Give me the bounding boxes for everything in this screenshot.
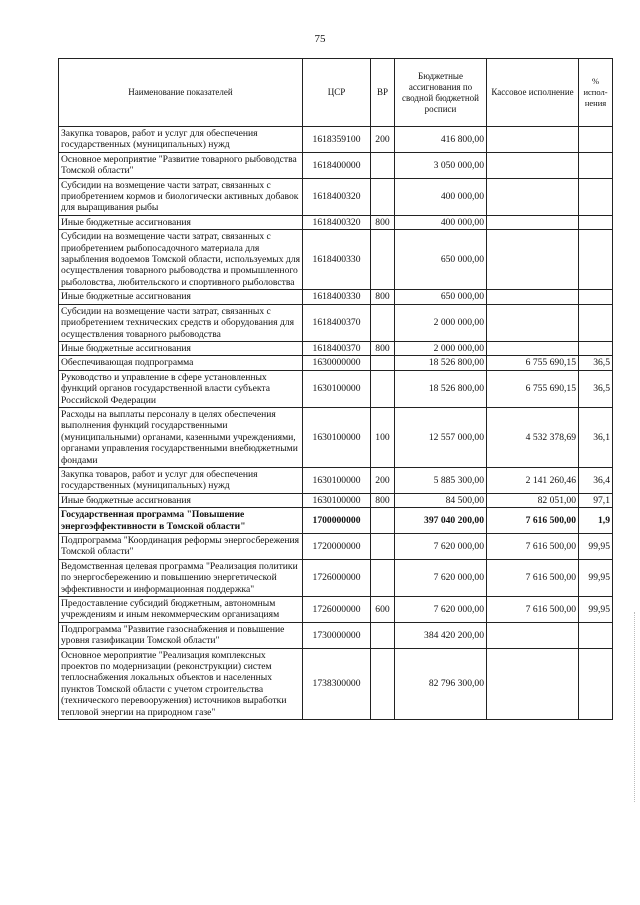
row-pct-cell: 36,5 (579, 356, 613, 370)
row-budget-cell: 7 620 000,00 (395, 534, 487, 560)
row-cash-cell (487, 152, 579, 178)
row-pct-cell (579, 622, 613, 648)
row-pct-cell: 36,5 (579, 370, 613, 407)
row-csr-cell: 1618400370 (303, 341, 371, 355)
row-pct-cell (579, 152, 613, 178)
row-cash-cell (487, 622, 579, 648)
table-header-row (59, 59, 613, 127)
row-cash-cell: 7 616 500,00 (487, 559, 579, 596)
row-budget-cell: 82 796 300,00 (395, 648, 487, 719)
header-budget: Бюджетные ассигнования по сводной бюджетной росписи (395, 59, 487, 127)
row-csr-cell: 1720000000 (303, 534, 371, 560)
row-vr-cell (371, 508, 395, 534)
row-cash-cell (487, 648, 579, 719)
row-pct-cell (579, 304, 613, 341)
row-name-cell: Основное мероприятие "Развитие товарного рыбоводства Томской области" (59, 152, 303, 178)
row-cash-cell (487, 304, 579, 341)
row-pct-cell: 99,95 (579, 597, 613, 623)
row-csr-cell: 1630100000 (303, 467, 371, 493)
table-row (59, 178, 613, 215)
table-row (59, 370, 613, 407)
row-vr-cell: 200 (371, 127, 395, 153)
margin-scan-line (634, 612, 636, 802)
row-name-cell: Ведомственная целевая программа "Реализация политики по энергосбережению и повышению энергетической эффективности и информационная поддержка" (59, 559, 303, 596)
row-cash-cell: 4 532 378,69 (487, 407, 579, 467)
row-cash-cell: 6 755 690,15 (487, 370, 579, 407)
row-vr-cell (371, 559, 395, 596)
row-vr-cell: 800 (371, 341, 395, 355)
row-pct-cell (579, 341, 613, 355)
row-pct-cell (579, 215, 613, 229)
row-csr-cell: 1726000000 (303, 597, 371, 623)
row-cash-cell (487, 178, 579, 215)
row-csr-cell: 1618400320 (303, 215, 371, 229)
row-name-cell: Государственная программа "Повышение энергоэффективности в Томской области" (59, 508, 303, 534)
row-budget-cell: 84 500,00 (395, 493, 487, 507)
table-row (59, 127, 613, 153)
row-csr-cell: 1618400320 (303, 178, 371, 215)
row-vr-cell: 800 (371, 493, 395, 507)
header-csr: ЦСР (303, 59, 371, 127)
row-vr-cell: 100 (371, 407, 395, 467)
table-row (59, 215, 613, 229)
row-vr-cell: 800 (371, 290, 395, 304)
row-cash-cell: 7 616 500,00 (487, 597, 579, 623)
row-budget-cell: 18 526 800,00 (395, 370, 487, 407)
row-name-cell: Расходы на выплаты персоналу в целях обеспечения выполнения функций государственными (муниципальными) органами, казенными учреждениями, органами управления государственными внебюджетными фондами (59, 407, 303, 467)
table-row (59, 152, 613, 178)
table-row (59, 341, 613, 355)
row-vr-cell: 600 (371, 597, 395, 623)
row-name-cell: Закупка товаров, работ и услуг для обеспечения государственных (муниципальных) нужд (59, 127, 303, 153)
row-csr-cell: 1618400370 (303, 304, 371, 341)
row-csr-cell: 1726000000 (303, 559, 371, 596)
row-vr-cell (371, 356, 395, 370)
row-budget-cell: 2 000 000,00 (395, 341, 487, 355)
row-cash-cell (487, 290, 579, 304)
row-vr-cell: 800 (371, 215, 395, 229)
row-csr-cell: 1630100000 (303, 407, 371, 467)
row-cash-cell: 7 616 500,00 (487, 534, 579, 560)
row-cash-cell: 82 051,00 (487, 493, 579, 507)
row-csr-cell: 1630100000 (303, 493, 371, 507)
row-name-cell: Обеспечивающая подпрограмма (59, 356, 303, 370)
row-budget-cell: 12 557 000,00 (395, 407, 487, 467)
row-cash-cell (487, 230, 579, 290)
row-cash-cell: 6 755 690,15 (487, 356, 579, 370)
row-name-cell: Подпрограмма "Развитие газоснабжения и повышение уровня газификации Томской области" (59, 622, 303, 648)
row-name-cell: Руководство и управление в сфере установленных функций органов государственной власти субъекта Российской Федерации (59, 370, 303, 407)
row-cash-cell (487, 127, 579, 153)
row-name-cell: Предоставление субсидий бюджетным, автономным учреждениям и иным некоммерческим организациям (59, 597, 303, 623)
row-pct-cell: 99,95 (579, 559, 613, 596)
row-budget-cell: 3 050 000,00 (395, 152, 487, 178)
row-pct-cell: 97,1 (579, 493, 613, 507)
row-name-cell: Иные бюджетные ассигнования (59, 215, 303, 229)
row-name-cell: Подпрограмма "Координация реформы энергосбережения Томской области" (59, 534, 303, 560)
table-row (59, 290, 613, 304)
row-csr-cell: 1730000000 (303, 622, 371, 648)
table-row (59, 622, 613, 648)
table-row (59, 559, 613, 596)
table-row (59, 356, 613, 370)
row-csr-cell: 1618400330 (303, 230, 371, 290)
row-csr-cell: 1630000000 (303, 356, 371, 370)
row-pct-cell (579, 178, 613, 215)
table-row (59, 407, 613, 467)
row-budget-cell: 650 000,00 (395, 230, 487, 290)
row-name-cell: Иные бюджетные ассигнования (59, 290, 303, 304)
row-name-cell: Закупка товаров, работ и услуг для обеспечения государственных (муниципальных) нужд (59, 467, 303, 493)
row-name-cell: Основное мероприятие "Реализация комплексных проектов по модернизации (реконструкции) систем теплоснабжения локальных объектов и населенных пунктов Томской области с учетом строительства (технического перевооружения) источников выработки тепловой энергии на природном газе" (59, 648, 303, 719)
table-row (59, 304, 613, 341)
row-csr-cell: 1700000000 (303, 508, 371, 534)
header-cash: Кассовое исполнение (487, 59, 579, 127)
row-vr-cell (371, 304, 395, 341)
budget-table (58, 58, 613, 720)
row-vr-cell (371, 648, 395, 719)
row-csr-cell: 1618400000 (303, 152, 371, 178)
row-vr-cell (371, 178, 395, 215)
row-vr-cell (371, 534, 395, 560)
table-row (59, 467, 613, 493)
table-row (59, 493, 613, 507)
row-budget-cell: 2 000 000,00 (395, 304, 487, 341)
row-vr-cell (371, 622, 395, 648)
row-csr-cell: 1738300000 (303, 648, 371, 719)
row-name-cell: Субсидии на возмещение части затрат, связанных с приобретением технических средств и оборудования для осуществления товарного рыбоводства (59, 304, 303, 341)
row-pct-cell: 99,95 (579, 534, 613, 560)
row-name-cell: Иные бюджетные ассигнования (59, 341, 303, 355)
row-pct-cell (579, 290, 613, 304)
table-row (59, 508, 613, 534)
table-row (59, 648, 613, 719)
page-number: 75 (314, 33, 326, 45)
row-budget-cell: 384 420 200,00 (395, 622, 487, 648)
row-pct-cell (579, 648, 613, 719)
header-name: Наименование показателей (59, 59, 303, 127)
row-name-cell: Субсидии на возмещение части затрат, связанных с приобретением кормов и биологически активных добавок для выращивания рыбы (59, 178, 303, 215)
header-vr: ВР (371, 59, 395, 127)
row-budget-cell: 7 620 000,00 (395, 597, 487, 623)
row-csr-cell: 1630100000 (303, 370, 371, 407)
row-pct-cell: 36,4 (579, 467, 613, 493)
row-budget-cell: 7 620 000,00 (395, 559, 487, 596)
row-pct-cell (579, 230, 613, 290)
row-vr-cell (371, 230, 395, 290)
row-cash-cell (487, 341, 579, 355)
row-budget-cell: 397 040 200,00 (395, 508, 487, 534)
row-vr-cell (371, 370, 395, 407)
row-cash-cell: 7 616 500,00 (487, 508, 579, 534)
row-budget-cell: 416 800,00 (395, 127, 487, 153)
row-budget-cell: 650 000,00 (395, 290, 487, 304)
table-row (59, 534, 613, 560)
row-pct-cell (579, 127, 613, 153)
table-row (59, 230, 613, 290)
row-name-cell: Иные бюджетные ассигнования (59, 493, 303, 507)
row-budget-cell: 400 000,00 (395, 178, 487, 215)
row-budget-cell: 400 000,00 (395, 215, 487, 229)
row-csr-cell: 1618400330 (303, 290, 371, 304)
row-pct-cell: 1,9 (579, 508, 613, 534)
table-row (59, 597, 613, 623)
row-csr-cell: 1618359100 (303, 127, 371, 153)
row-cash-cell: 2 141 260,46 (487, 467, 579, 493)
header-pct: % испол-нения (579, 59, 613, 127)
row-cash-cell (487, 215, 579, 229)
row-budget-cell: 5 885 300,00 (395, 467, 487, 493)
row-vr-cell (371, 152, 395, 178)
row-pct-cell: 36,1 (579, 407, 613, 467)
row-name-cell: Субсидии на возмещение части затрат, связанных с приобретением рыбопосадочного материала для зарыбления водоемов Томской области, используемых для осуществления товарного рыбоводства и промышленного рыболовства, любительского и спортивного рыболовства (59, 230, 303, 290)
row-budget-cell: 18 526 800,00 (395, 356, 487, 370)
row-vr-cell: 200 (371, 467, 395, 493)
